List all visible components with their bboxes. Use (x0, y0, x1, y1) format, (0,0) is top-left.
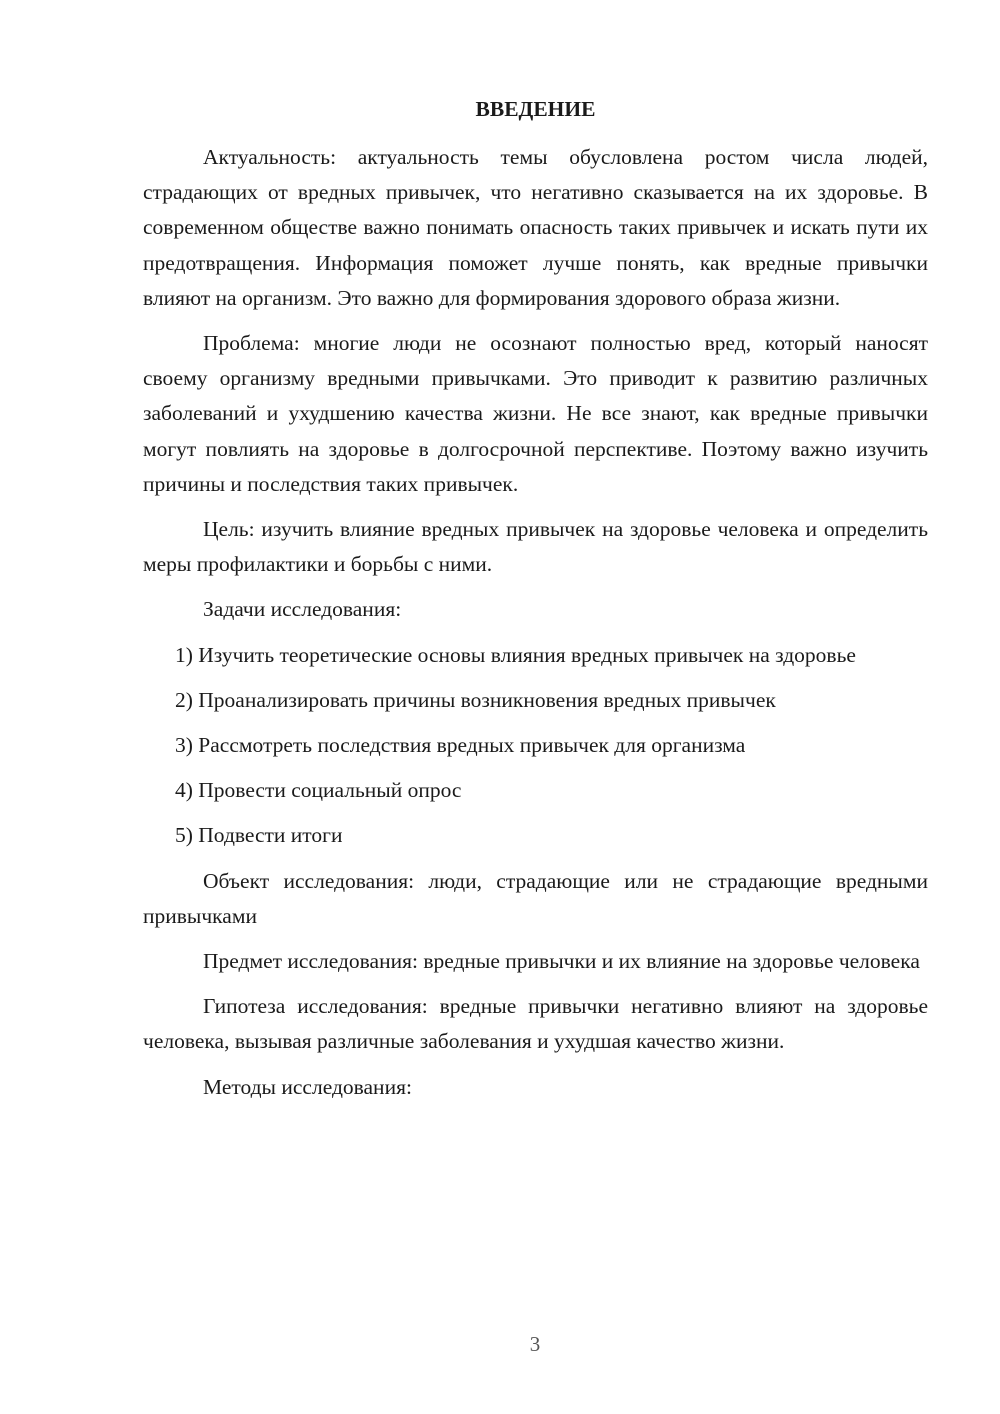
page-title: ВВЕДЕНИЕ (475, 97, 596, 121)
list-item: 4) Провести социальный опрос (175, 778, 462, 803)
paragraph-relevance: Актуальность: актуальность темы обусловлена ростом числа людей, страдающих от вредных привычек, что негативно сказывается на их здоровье. В современном обществе важно понимать опасность таких привычек и искать пути их предотвращения. Информация поможет лучше понять, как вредные привычки влияют на организм. Это важно для формирования здорового образа жизни. (143, 145, 928, 310)
paragraph-hypothesis: Гипотеза исследования: вредные привычки негативно влияют на здоровье человека, вызывая различные заболевания и ухудшая качество жизни. (143, 994, 928, 1054)
list-item: 5) Подвести итоги (175, 823, 343, 848)
paragraph-tasks-heading: Задачи исследования: (203, 597, 402, 622)
paragraph-problem: Проблема: многие люди не осознают полностью вред, который наносят своему организму вредными привычками. Это приводит к развитию различных заболеваний и ухудшению качества жизни. Не все знают, как вредные привычки могут повлиять на здоровье в долгосрочной перспективе. Поэтому важно изучить причины и последствия таких привычек. (143, 331, 928, 496)
paragraph-methods: Методы исследования: (203, 1074, 412, 1099)
paragraph-object: Объект исследования: люди, страдающие или не страдающие вредными привычками (143, 868, 928, 928)
paragraph-goal: Цель: изучить влияние вредных привычек на здоровье человека и определить меры профилактики и борьбы с ними. (143, 517, 928, 577)
list-item: 2) Проанализировать причины возникновения вредных привычек (175, 687, 776, 712)
document-page (143, 92, 928, 1105)
list-item: 1) Изучить теоретические основы влияния вредных привычек на здоровье (175, 642, 856, 667)
page-number: 3 (529, 1332, 541, 1356)
list-item: 3) Рассмотреть последствия вредных привычек для организма (175, 733, 746, 758)
paragraph-subject: Предмет исследования: вредные привычки и их влияние на здоровье человека (203, 949, 920, 974)
